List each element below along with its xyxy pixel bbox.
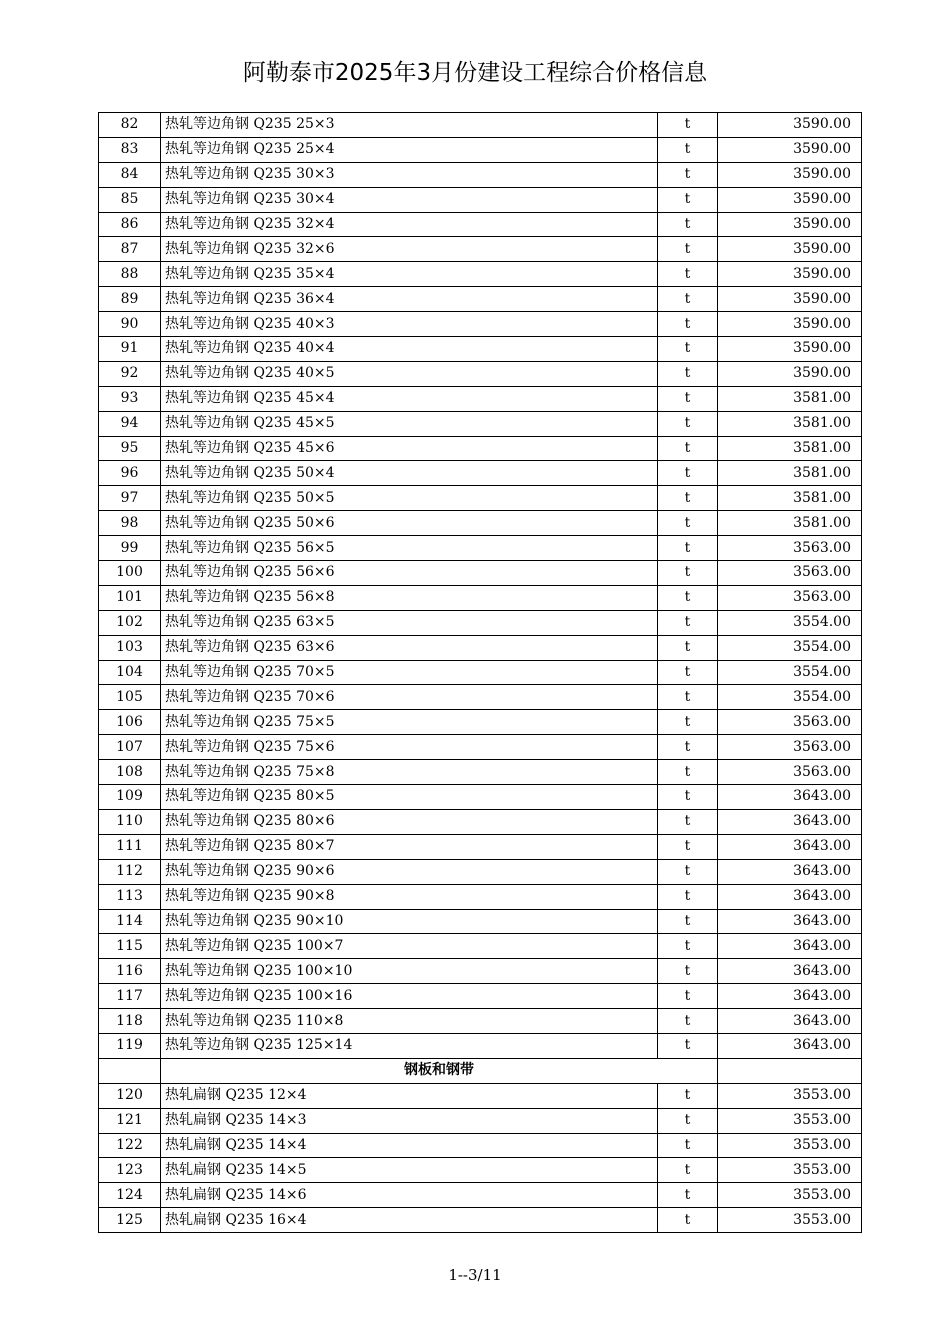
table-row (99, 859, 862, 884)
price-cell: 3590.00 (718, 361, 862, 386)
material-name: 热轧等边角钢 Q235 90×8 (161, 884, 658, 909)
row-number: 94 (99, 411, 161, 436)
material-name: 热轧等边角钢 Q235 56×5 (161, 536, 658, 561)
price-cell: 3553.00 (718, 1158, 862, 1183)
row-number: 86 (99, 212, 161, 237)
table-row (99, 1158, 862, 1183)
table-row (99, 237, 862, 262)
unit-cell: t (658, 1108, 718, 1133)
price-cell: 3590.00 (718, 312, 862, 337)
material-name: 热轧等边角钢 Q235 100×10 (161, 959, 658, 984)
table-row (99, 685, 862, 710)
row-number: 120 (99, 1083, 161, 1108)
row-number: 97 (99, 486, 161, 511)
unit-cell: t (658, 461, 718, 486)
unit-cell: t (658, 312, 718, 337)
row-number: 113 (99, 884, 161, 909)
material-name: 热轧等边角钢 Q235 45×5 (161, 411, 658, 436)
table-row (99, 909, 862, 934)
price-cell: 3581.00 (718, 511, 862, 536)
unit-cell: t (658, 909, 718, 934)
price-cell: 3590.00 (718, 237, 862, 262)
price-cell: 3590.00 (718, 162, 862, 187)
unit-cell: t (658, 785, 718, 810)
material-name: 热轧等边角钢 Q235 70×5 (161, 660, 658, 685)
price-cell: 3643.00 (718, 785, 862, 810)
unit-cell: t (658, 1208, 718, 1233)
table-row (99, 561, 862, 586)
price-cell: 3590.00 (718, 337, 862, 362)
price-cell: 3590.00 (718, 187, 862, 212)
unit-cell: t (658, 436, 718, 461)
price-cell: 3643.00 (718, 984, 862, 1009)
price-cell: 3581.00 (718, 411, 862, 436)
table-row (99, 660, 862, 685)
price-cell: 3581.00 (718, 486, 862, 511)
table-row (99, 187, 862, 212)
row-number: 87 (99, 237, 161, 262)
price-cell: 3643.00 (718, 809, 862, 834)
material-name: 热轧等边角钢 Q235 75×6 (161, 735, 658, 760)
unit-cell: t (658, 934, 718, 959)
row-number: 123 (99, 1158, 161, 1183)
empty-cell (718, 1058, 862, 1083)
price-cell: 3643.00 (718, 859, 862, 884)
unit-cell: t (658, 536, 718, 561)
empty-cell (99, 1058, 161, 1083)
table-row (99, 511, 862, 536)
row-number: 106 (99, 710, 161, 735)
material-name: 热轧等边角钢 Q235 30×4 (161, 187, 658, 212)
price-cell: 3563.00 (718, 710, 862, 735)
row-number: 116 (99, 959, 161, 984)
material-name: 热轧等边角钢 Q235 35×4 (161, 262, 658, 287)
material-name: 热轧扁钢 Q235 14×6 (161, 1183, 658, 1208)
material-name: 热轧等边角钢 Q235 36×4 (161, 287, 658, 312)
unit-cell: t (658, 585, 718, 610)
material-name: 热轧等边角钢 Q235 32×4 (161, 212, 658, 237)
price-cell: 3554.00 (718, 610, 862, 635)
price-cell: 3553.00 (718, 1108, 862, 1133)
material-name: 热轧等边角钢 Q235 75×5 (161, 710, 658, 735)
row-number: 92 (99, 361, 161, 386)
unit-cell: t (658, 1009, 718, 1034)
material-name: 热轧等边角钢 Q235 30×3 (161, 162, 658, 187)
table-row (99, 361, 862, 386)
row-number: 110 (99, 809, 161, 834)
unit-cell: t (658, 337, 718, 362)
unit-cell: t (658, 386, 718, 411)
row-number: 93 (99, 386, 161, 411)
table-row (99, 984, 862, 1009)
material-name: 热轧等边角钢 Q235 63×6 (161, 635, 658, 660)
unit-cell: t (658, 511, 718, 536)
row-number: 118 (99, 1009, 161, 1034)
table-row (99, 536, 862, 561)
table-row (99, 809, 862, 834)
table-row (99, 785, 862, 810)
table-row (99, 1108, 862, 1133)
row-number: 125 (99, 1208, 161, 1233)
material-name: 热轧等边角钢 Q235 40×3 (161, 312, 658, 337)
row-number: 96 (99, 461, 161, 486)
price-cell: 3554.00 (718, 660, 862, 685)
table-row (99, 137, 862, 162)
price-cell: 3643.00 (718, 1009, 862, 1034)
material-name: 热轧等边角钢 Q235 80×5 (161, 785, 658, 810)
price-table-body (99, 113, 862, 1233)
unit-cell: t (658, 635, 718, 660)
price-cell: 3590.00 (718, 113, 862, 138)
material-name: 热轧等边角钢 Q235 25×3 (161, 113, 658, 138)
row-number: 122 (99, 1133, 161, 1158)
material-name: 热轧等边角钢 Q235 90×10 (161, 909, 658, 934)
row-number: 114 (99, 909, 161, 934)
unit-cell: t (658, 710, 718, 735)
unit-cell: t (658, 735, 718, 760)
table-row (99, 113, 862, 138)
unit-cell: t (658, 660, 718, 685)
price-cell: 3553.00 (718, 1083, 862, 1108)
table-row (99, 262, 862, 287)
row-number: 95 (99, 436, 161, 461)
material-name: 热轧等边角钢 Q235 70×6 (161, 685, 658, 710)
table-row (99, 1009, 862, 1034)
unit-cell: t (658, 884, 718, 909)
material-name: 热轧等边角钢 Q235 50×4 (161, 461, 658, 486)
material-name: 热轧扁钢 Q235 14×5 (161, 1158, 658, 1183)
material-name: 热轧等边角钢 Q235 45×4 (161, 386, 658, 411)
material-name: 热轧等边角钢 Q235 56×6 (161, 561, 658, 586)
price-cell: 3563.00 (718, 760, 862, 785)
price-cell: 3590.00 (718, 287, 862, 312)
row-number: 105 (99, 685, 161, 710)
table-row (99, 486, 862, 511)
price-cell: 3553.00 (718, 1183, 862, 1208)
row-number: 109 (99, 785, 161, 810)
row-number: 101 (99, 585, 161, 610)
unit-cell: t (658, 162, 718, 187)
price-cell: 3590.00 (718, 137, 862, 162)
row-number: 100 (99, 561, 161, 586)
price-cell: 3563.00 (718, 561, 862, 586)
unit-cell: t (658, 834, 718, 859)
material-name: 热轧等边角钢 Q235 125×14 (161, 1033, 658, 1058)
price-cell: 3554.00 (718, 685, 862, 710)
unit-cell: t (658, 809, 718, 834)
table-row (99, 212, 862, 237)
table-row (99, 884, 862, 909)
table-row (99, 1033, 862, 1058)
material-name: 热轧等边角钢 Q235 110×8 (161, 1009, 658, 1034)
unit-cell: t (658, 610, 718, 635)
material-name: 热轧扁钢 Q235 14×3 (161, 1108, 658, 1133)
price-cell: 3563.00 (718, 735, 862, 760)
price-cell: 3643.00 (718, 934, 862, 959)
unit-cell: t (658, 859, 718, 884)
page-title: 阿勒泰市2025年3月份建设工程综合价格信息 (242, 60, 708, 86)
unit-cell: t (658, 113, 718, 138)
row-number: 83 (99, 137, 161, 162)
table-row (99, 635, 862, 660)
row-number: 85 (99, 187, 161, 212)
row-number: 119 (99, 1033, 161, 1058)
row-number: 89 (99, 287, 161, 312)
unit-cell: t (658, 411, 718, 436)
table-row (99, 610, 862, 635)
row-number: 90 (99, 312, 161, 337)
price-table (98, 112, 862, 1233)
material-name: 热轧扁钢 Q235 12×4 (161, 1083, 658, 1108)
unit-cell: t (658, 287, 718, 312)
price-cell: 3563.00 (718, 585, 862, 610)
unit-cell: t (658, 262, 718, 287)
page-number: 1--3/11 (448, 1266, 502, 1284)
material-name: 热轧等边角钢 Q235 50×6 (161, 511, 658, 536)
material-name: 热轧等边角钢 Q235 32×6 (161, 237, 658, 262)
material-name: 热轧扁钢 Q235 16×4 (161, 1208, 658, 1233)
table-row (99, 834, 862, 859)
row-number: 107 (99, 735, 161, 760)
row-number: 115 (99, 934, 161, 959)
price-cell: 3643.00 (718, 959, 862, 984)
material-name: 热轧等边角钢 Q235 63×5 (161, 610, 658, 635)
material-name: 热轧等边角钢 Q235 90×6 (161, 859, 658, 884)
price-cell: 3553.00 (718, 1208, 862, 1233)
material-name: 热轧等边角钢 Q235 50×5 (161, 486, 658, 511)
price-cell: 3563.00 (718, 536, 862, 561)
material-name: 热轧等边角钢 Q235 25×4 (161, 137, 658, 162)
price-cell: 3581.00 (718, 436, 862, 461)
unit-cell: t (658, 685, 718, 710)
price-cell: 3643.00 (718, 834, 862, 859)
row-number: 121 (99, 1108, 161, 1133)
row-number: 102 (99, 610, 161, 635)
row-number: 104 (99, 660, 161, 685)
row-number: 91 (99, 337, 161, 362)
table-row (99, 436, 862, 461)
price-cell: 3553.00 (718, 1133, 862, 1158)
table-row (99, 461, 862, 486)
table-row (99, 959, 862, 984)
unit-cell: t (658, 1083, 718, 1108)
unit-cell: t (658, 212, 718, 237)
row-number: 88 (99, 262, 161, 287)
unit-cell: t (658, 984, 718, 1009)
material-name: 热轧等边角钢 Q235 80×7 (161, 834, 658, 859)
unit-cell: t (658, 561, 718, 586)
material-name: 热轧等边角钢 Q235 80×6 (161, 809, 658, 834)
price-cell: 3581.00 (718, 386, 862, 411)
table-row (99, 585, 862, 610)
material-name: 热轧等边角钢 Q235 40×4 (161, 337, 658, 362)
row-number: 84 (99, 162, 161, 187)
row-number: 103 (99, 635, 161, 660)
table-row (99, 1208, 862, 1233)
material-name: 热轧等边角钢 Q235 56×8 (161, 585, 658, 610)
unit-cell: t (658, 137, 718, 162)
price-cell: 3643.00 (718, 884, 862, 909)
price-cell: 3643.00 (718, 909, 862, 934)
unit-cell: t (658, 361, 718, 386)
table-row (99, 735, 862, 760)
table-row (99, 760, 862, 785)
unit-cell: t (658, 760, 718, 785)
unit-cell: t (658, 486, 718, 511)
row-number: 108 (99, 760, 161, 785)
row-number: 124 (99, 1183, 161, 1208)
table-row (99, 710, 862, 735)
table-row (99, 1183, 862, 1208)
table-row (99, 1133, 862, 1158)
unit-cell: t (658, 1133, 718, 1158)
unit-cell: t (658, 1033, 718, 1058)
row-number: 117 (99, 984, 161, 1009)
table-row (99, 287, 862, 312)
unit-cell: t (658, 187, 718, 212)
table-row (99, 312, 862, 337)
section-row (99, 1058, 862, 1083)
row-number: 99 (99, 536, 161, 561)
material-name: 热轧等边角钢 Q235 75×8 (161, 760, 658, 785)
table-row (99, 934, 862, 959)
table-row (99, 162, 862, 187)
unit-cell: t (658, 1158, 718, 1183)
material-name: 热轧扁钢 Q235 14×4 (161, 1133, 658, 1158)
row-number: 82 (99, 113, 161, 138)
material-name: 热轧等边角钢 Q235 45×6 (161, 436, 658, 461)
price-cell: 3643.00 (718, 1033, 862, 1058)
table-row (99, 411, 862, 436)
material-name: 热轧等边角钢 Q235 40×5 (161, 361, 658, 386)
row-number: 98 (99, 511, 161, 536)
price-cell: 3590.00 (718, 212, 862, 237)
price-cell: 3581.00 (718, 461, 862, 486)
unit-cell: t (658, 237, 718, 262)
unit-cell: t (658, 959, 718, 984)
row-number: 112 (99, 859, 161, 884)
table-row (99, 337, 862, 362)
table-row (99, 1083, 862, 1108)
row-number: 111 (99, 834, 161, 859)
unit-cell: t (658, 1183, 718, 1208)
material-name: 热轧等边角钢 Q235 100×7 (161, 934, 658, 959)
table-row (99, 386, 862, 411)
price-cell: 3554.00 (718, 635, 862, 660)
price-cell: 3590.00 (718, 262, 862, 287)
material-name: 热轧等边角钢 Q235 100×16 (161, 984, 658, 1009)
section-heading: 钢板和钢带 (161, 1058, 718, 1083)
